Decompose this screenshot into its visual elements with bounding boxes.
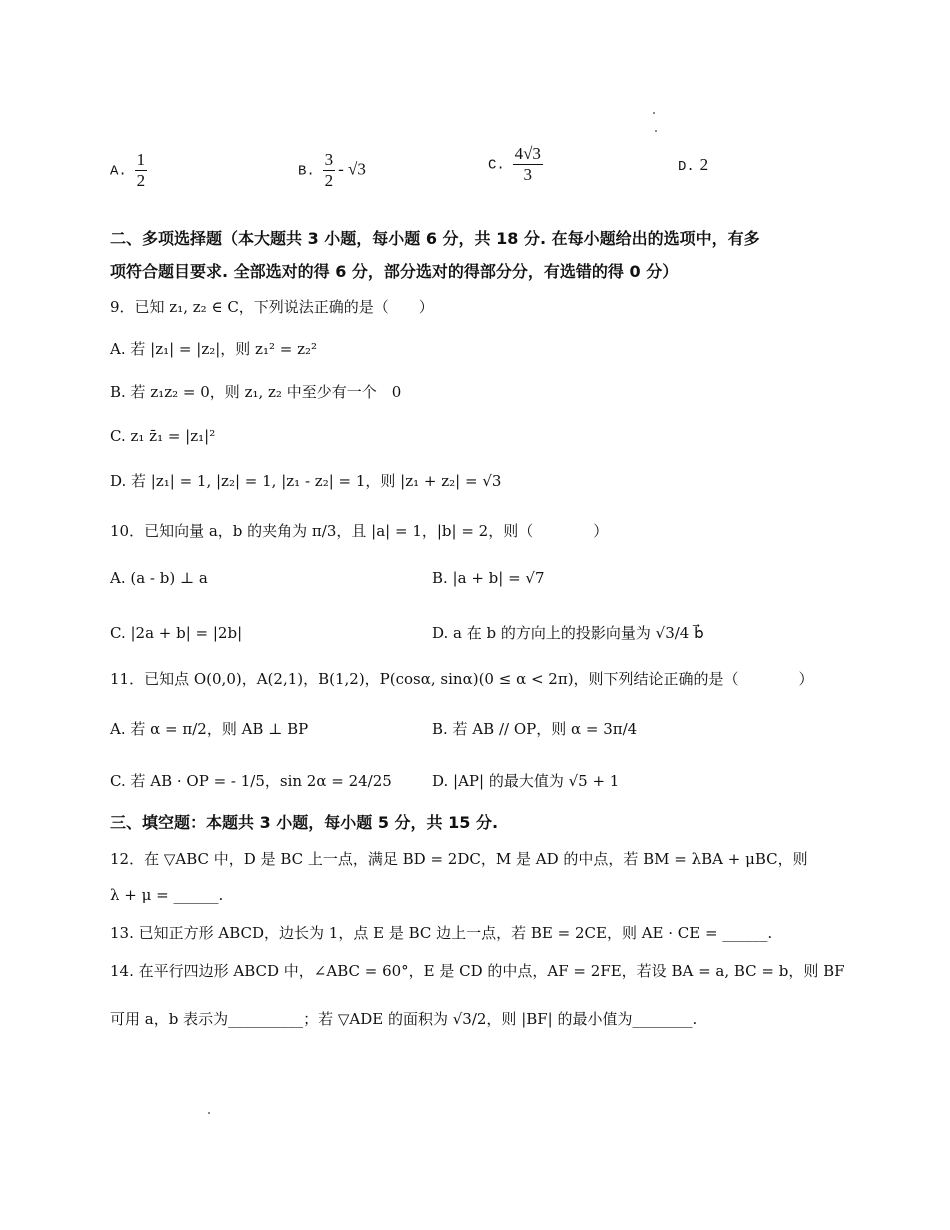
q9-stem: 9．已知 z₁, z₂ ∈ C，下列说法正确的是（ ）	[110, 298, 434, 316]
q12-line1: 12．在 ▽ABC 中，D 是 BC 上一点，满足 BD = 2DC，M 是 AD 的中点，若 BM = λBA + μBC，则	[110, 850, 808, 868]
q14-line2: 可用 a，b 表示为__________；若 ▽ADE 的面积为 √3/2，则 |BF| 的最小值为________.	[110, 1010, 698, 1028]
q9-option-b: B. 若 z₁z₂ = 0，则 z₁, z₂ 中至少有一个 0	[110, 383, 402, 401]
q12-line2: λ + μ = ______.	[110, 886, 224, 904]
q10-option-c: C. |2a + b| = |2b|	[110, 624, 243, 642]
q8-option-d: D. 2	[678, 155, 709, 175]
section2-heading-line1: 二、多项选择题（本大题共 3 小题，每小题 6 分，共 18 分. 在每小题给出的选项中，有多	[110, 229, 760, 248]
q8-option-b: B. $\frac{3}{2}$ - √3	[298, 150, 366, 190]
q10-option-b: B. |a + b| = √7	[432, 569, 545, 587]
q9-option-c: C. z₁ z̄₁ = |z₁|²	[110, 427, 216, 445]
section3-heading: 三、填空题：本题共 3 小题，每小题 5 分，共 15 分.	[110, 813, 499, 832]
scan-dot	[208, 1112, 210, 1114]
q10-stem: 10．已知向量 a，b 的夹角为 π/3，且 |a| = 1，|b| = 2，则（ ）	[110, 522, 609, 540]
q8-option-a: A. $\frac{1}{2}$	[110, 150, 146, 190]
q13: 13. 已知正方形 ABCD，边长为 1，点 E 是 BC 边上一点，若 BE = 2CE，则 AE · CE = ______.	[110, 924, 773, 942]
scan-dot	[653, 112, 655, 114]
section2-heading-line2: 项符合题目要求. 全部选对的得 6 分，部分选对的得部分分，有选错的得 0 分）	[110, 262, 679, 281]
q14-line1: 14. 在平行四边形 ABCD 中，∠ABC = 60°，E 是 CD 的中点，AF = 2FE，若设 BA = a, BC = b，则 BF	[110, 962, 845, 980]
q9-option-d: D. 若 |z₁| = 1, |z₂| = 1, |z₁ - z₂| = 1，则 |z₁ + z₂| = √3	[110, 472, 502, 490]
q11-stem: 11．已知点 O(0,0)，A(2,1)，B(1,2)，P(cosα, sinα)(0 ≤ α < 2π)，则下列结论正确的是（ ）	[110, 670, 814, 688]
q11-option-a: A. 若 α = π/2，则 AB ⊥ BP	[110, 720, 309, 738]
q10-option-d: D. a 在 b 的方向上的投影向量为 √3/4 b⃗	[432, 624, 704, 642]
q11-option-c: C. 若 AB · OP = - 1/5，sin 2α = 24/25	[110, 772, 392, 790]
scan-dot	[655, 130, 657, 132]
q8-option-c: C. $\frac{4√3}{3}$	[488, 144, 541, 184]
q10-option-a: A. (a - b) ⊥ a	[110, 569, 208, 587]
q11-option-d: D. |AP| 的最大值为 √5 + 1	[432, 772, 620, 790]
q11-option-b: B. 若 AB // OP，则 α = 3π/4	[432, 720, 638, 738]
q9-option-a: A. 若 |z₁| = |z₂|，则 z₁² = z₂²	[110, 340, 318, 358]
